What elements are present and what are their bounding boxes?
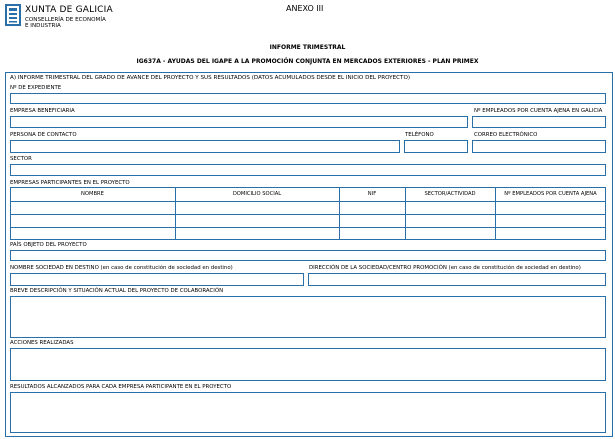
table-header-domicilio: DOMICILIO SOCIAL [232, 191, 282, 197]
table-row[interactable] [11, 215, 605, 227]
annex-label: ANEXO III [286, 4, 324, 13]
table-header-empleados: Nº EMPLEADOS POR CUENTA AJENA [504, 191, 597, 197]
nombre-sociedad-field[interactable] [10, 273, 304, 286]
xunta-emblem-icon [5, 4, 21, 26]
table-row[interactable] [11, 228, 605, 240]
acciones-label: ACCIONES REALIZADAS [10, 340, 74, 346]
xunta-logo [5, 4, 115, 34]
direccion-field[interactable] [308, 273, 606, 286]
section-a-heading: A) INFORME TRIMESTRAL DEL GRADO DE AVANCE DEL PROYECTO Y SUS RESULTADOS (DATOS ACUMULADOS DESDE EL INICIO DEL PROYECTO) [10, 75, 411, 81]
empresa-label: EMPRESA BENEFICIARIA [10, 108, 75, 114]
table-header-nif: NIF [367, 191, 377, 197]
contacto-label: PERSONA DE CONTACTO [10, 132, 77, 138]
expediente-field[interactable] [10, 93, 606, 104]
acciones-field[interactable] [10, 348, 606, 381]
empleados-label: Nº EMPLEADOS POR CUENTA AJENA EN GALICIA [474, 108, 603, 114]
table-header-sector: SECTOR/ACTIVIDAD [424, 191, 476, 197]
logo-title: XUNTA DE GALICIA [25, 5, 113, 15]
nombre-sociedad-label: NOMBRE SOCIEDAD EN DESTINO (en caso de constitución de sociedad en destino) [10, 265, 233, 271]
telefono-label: TELÉFONO [405, 132, 434, 138]
participantes-label: EMPRESAS PARTICIPANTES EN EL PROYECTO [10, 180, 130, 186]
descripcion-label: BREVE DESCRIPCIÓN Y SITUACIÓN ACTUAL DEL PROYECTO DE COLABORACIÓN [10, 288, 224, 294]
descripcion-field[interactable] [10, 296, 606, 338]
logo-subtitle-1: CONSELLERÍA DE ECONOMÍA [25, 17, 106, 23]
resultados-field[interactable] [10, 392, 606, 433]
direccion-label: DIRECCIÓN DE LA SOCIEDAD/CENTRO PROMOCIÓN (en caso de constitución de sociedad en destino) [309, 265, 581, 271]
empresa-field[interactable] [10, 116, 468, 128]
page-subtitle: IG637A - AYUDAS DEL IGAPE A LA PROMOCIÓN CONJUNTA EN MERCADOS EXTERIORES - PLAN PRIMEX [136, 58, 479, 65]
empleados-field[interactable] [472, 116, 606, 128]
contacto-field[interactable] [10, 140, 400, 153]
correo-label: CORREO ELECTRÓNICO [474, 132, 538, 138]
telefono-field[interactable] [404, 140, 468, 153]
pais-field[interactable] [10, 250, 606, 261]
logo-subtitle-2: E INDUSTRIA [25, 23, 61, 29]
resultados-label: RESULTADOS ALCANZADOS PARA CADA EMPRESA PARTICIPANTE EN EL PROYECTO [10, 384, 232, 390]
page-title: INFORME TRIMESTRAL [269, 44, 346, 51]
correo-field[interactable] [472, 140, 606, 153]
expediente-label: Nº DE EXPEDIENTE [10, 85, 62, 91]
table-header-nombre: NOMBRE [81, 191, 104, 197]
pais-label: PAÍS OBJETO DEL PROYECTO [10, 242, 87, 248]
sector-field[interactable] [10, 164, 606, 176]
sector-label: SECTOR [10, 156, 32, 162]
table-row[interactable] [11, 202, 605, 214]
